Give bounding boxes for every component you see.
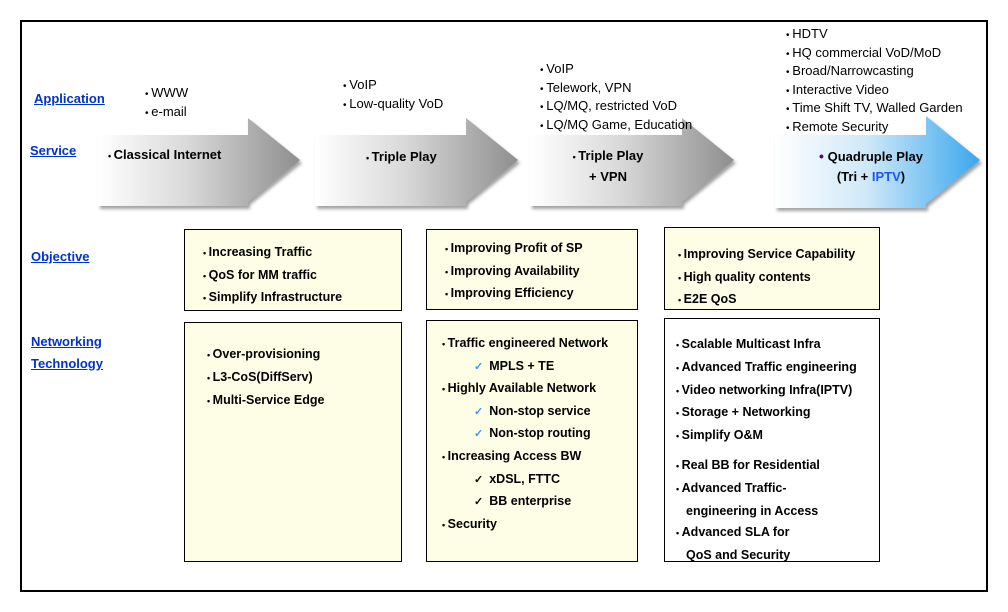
application-item: • HQ commercial VoD/MoD xyxy=(786,45,963,64)
technology-subitem: ✓ Non-stop service xyxy=(474,403,591,418)
objective-item: • Improving Availability xyxy=(445,261,637,284)
objective-box-3 xyxy=(664,227,880,310)
application-item: • Broad/Narrowcasting xyxy=(786,63,963,82)
application-list-4 xyxy=(786,26,963,137)
service-label-2: • Triple Play xyxy=(366,149,437,164)
technology-item: • Real BB for Residential xyxy=(676,455,879,478)
check-icon: ✓ xyxy=(474,360,484,373)
application-list-2 xyxy=(343,77,443,114)
application-item: • VoIP xyxy=(540,61,692,80)
technology-item-continued: QoS and Security xyxy=(686,548,791,563)
technology-subitem: ✓ xDSL, FTTC xyxy=(474,471,561,486)
check-icon: ✓ xyxy=(474,405,484,418)
technology-item: • Highly Available Network xyxy=(442,378,637,401)
service-quadruple-play-line1: Quadruple Play xyxy=(827,149,923,164)
application-item: • WWW xyxy=(145,85,188,104)
iptv-highlight: IPTV xyxy=(871,169,901,184)
label-objective[interactable]: Objective xyxy=(31,249,90,264)
application-item: • Low-quality VoD xyxy=(343,96,443,115)
technology-subitem: ✓ Non-stop routing xyxy=(474,426,591,441)
objective-item: • QoS for MM traffic xyxy=(203,265,401,288)
label-networking-line1[interactable]: Networking xyxy=(31,334,102,349)
application-item: • e-mail xyxy=(145,104,188,123)
technology-item: • L3-CoS(DiffServ) xyxy=(207,366,401,389)
technology-item: • Security xyxy=(442,514,637,537)
technology-item: • Video networking Infra(IPTV) xyxy=(676,380,879,403)
application-item: • Remote Security xyxy=(786,119,963,138)
application-item: • Telework, VPN xyxy=(540,80,692,99)
service-triple-play-vpn-line1: Triple Play xyxy=(578,148,644,163)
technology-subitem: ✓ BB enterprise xyxy=(474,494,572,509)
objective-item: • Improving Service Capability xyxy=(678,244,879,267)
service-triple-play: Triple Play xyxy=(371,149,437,164)
technology-box-2 xyxy=(426,320,638,562)
objective-item: • Simplify Infrastructure xyxy=(203,287,401,310)
objective-box-1 xyxy=(184,229,402,311)
technology-box-3 xyxy=(664,318,880,562)
technology-item: • Advanced SLA for xyxy=(676,522,879,545)
technology-item: • Multi-Service Edge xyxy=(207,389,401,412)
technology-item: • Over-provisioning xyxy=(207,343,401,366)
service-triple-play-vpn-line2: + VPN xyxy=(589,169,627,184)
service-classical-internet: Classical Internet xyxy=(113,147,222,162)
application-item: • VoIP xyxy=(343,77,443,96)
objective-item: • E2E QoS xyxy=(678,289,879,312)
objective-box-2 xyxy=(426,229,638,310)
application-item: • Interactive Video xyxy=(786,82,963,101)
technology-item: • Advanced Traffic- xyxy=(676,478,879,501)
technology-item: • Scalable Multicast Infra xyxy=(676,334,879,357)
application-item: • LQ/MQ, restricted VoD xyxy=(540,98,692,117)
application-item: • Time Shift TV, Walled Garden xyxy=(786,100,963,119)
label-application[interactable]: Application xyxy=(34,91,105,106)
label-networking-technology[interactable] xyxy=(31,331,103,375)
label-service[interactable]: Service xyxy=(30,143,77,158)
technology-subitem: ✓ MPLS + TE xyxy=(474,358,555,373)
service-label-3: • Triple Play + VPN xyxy=(563,146,653,187)
technology-item: • Simplify O&M xyxy=(676,425,879,448)
technology-item: • Advanced Traffic engineering xyxy=(676,357,879,380)
application-item: • HDTV xyxy=(786,26,963,45)
service-quadruple-play-line2: (Tri + IPTV) xyxy=(836,169,906,184)
technology-item: • Storage + Networking xyxy=(676,402,879,425)
check-icon: ✓ xyxy=(474,496,484,509)
application-list-3 xyxy=(540,61,692,135)
service-label-4: • Quadruple Play (Tri + IPTV) xyxy=(806,146,936,187)
technology-item-continued: engineering in Access xyxy=(686,503,819,518)
check-icon: ✓ xyxy=(474,473,484,486)
objective-item: • Improving Profit of SP xyxy=(445,238,637,261)
check-icon: ✓ xyxy=(474,428,484,441)
application-list-1 xyxy=(145,85,188,122)
application-item: • LQ/MQ Game, Education xyxy=(540,117,692,136)
technology-item: • Traffic engineered Network xyxy=(442,333,637,356)
service-label-1: • Classical Internet xyxy=(108,147,222,162)
label-networking-line2[interactable]: Technology xyxy=(31,356,103,371)
technology-item: • Increasing Access BW xyxy=(442,446,637,469)
objective-item: • Improving Efficiency xyxy=(445,283,637,306)
technology-box-1 xyxy=(184,322,402,562)
objective-item: • Increasing Traffic xyxy=(203,242,401,265)
objective-item: • High quality contents xyxy=(678,267,879,290)
